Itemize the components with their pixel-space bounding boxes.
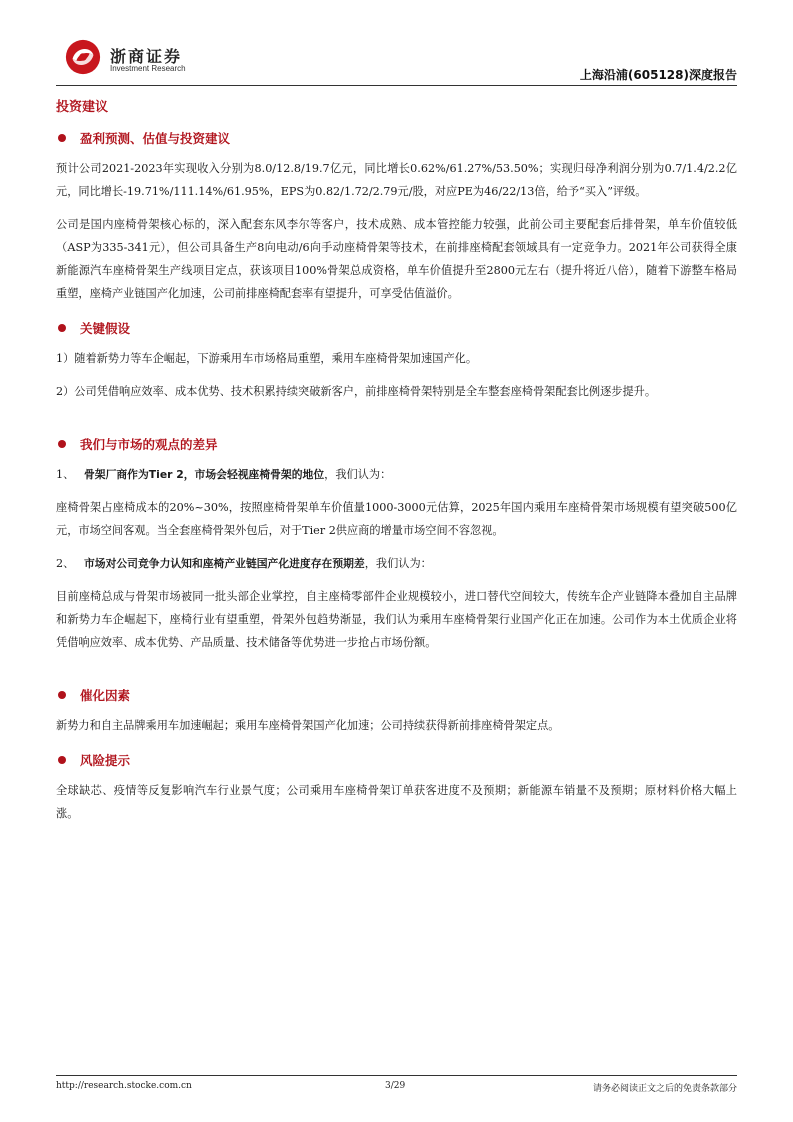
heading-profit-forecast (56, 129, 737, 147)
heading-key-assumptions (56, 319, 737, 337)
paragraph: 全球缺芯、疫情等反复影响汽车行业景气度；公司乘用车座椅骨架订单获客进度不及预期；新能源车销量不及预期；原材料价格大幅上涨。 (56, 784, 737, 820)
heading-label: 我们与市场的观点的差异 (80, 437, 218, 452)
item-number: 2、 (56, 557, 75, 570)
report-title: 上海沿浦(605128)深度报告 (579, 68, 737, 82)
red-dot-icon (58, 134, 66, 142)
item-tail: ，我们认为： (324, 468, 392, 481)
red-dot-icon (58, 756, 66, 764)
heading-view-differences (56, 435, 737, 453)
red-dot-icon (58, 440, 66, 448)
heading-risks (56, 751, 737, 769)
heading-catalysts (56, 686, 737, 704)
paragraph: 1）随着新势力等车企崛起，下游乘用车市场格局重塑，乘用车座椅骨架加速国产化。 (56, 352, 478, 365)
page-number: 3/29 (385, 1081, 406, 1091)
paragraph: 座椅骨架占座椅成本的20%~30%，按照座椅骨架单车价值量1000-3000元估算，2025年国内乘用车座椅骨架市场规模有望突破500亿元，市场空间客观。当全套座椅骨架外包后，对于Tier 2供应商的增量市场空间不容忽视。 (56, 501, 737, 537)
logo-en: Investment Research (110, 64, 186, 73)
disclaimer-note: 请务必阅读正文之后的免责条款部分 (592, 1084, 737, 1094)
paragraph: 2）公司凭借响应效率、成本优势、技术积累持续突破新客户，前排座椅骨架特别是全车整套座椅骨架配套比例逐步提升。 (56, 385, 657, 398)
logo-cn: 浙商证券 (110, 47, 183, 66)
paragraph: 预计公司2021-2023年实现收入分别为8.0/12.8/19.7亿元，同比增长0.62%/61.27%/53.50%；实现归母净利润分别为0.7/1.4/2.2亿元，同比增长-19.71%/111.14%/61.95%，EPS为0.82/1.72/2.79元/股，对应PE为46/22/13倍，给予“买入”评级。 (56, 162, 737, 198)
numbered-item-2 (56, 552, 737, 575)
heading-label: 关键假设 (80, 321, 131, 336)
item-bold: 市场对公司竞争力认知和座椅产业链国产化进度存在预期差 (84, 557, 365, 570)
footer-url[interactable]: http://research.stocke.com.cn (56, 1081, 192, 1091)
heading-label: 催化因素 (80, 688, 131, 703)
zheshang-logo-icon (64, 38, 102, 76)
item-number: 1、 (56, 468, 75, 481)
header-divider (56, 85, 737, 86)
item-bold: 骨架厂商作为Tier 2，市场会轻视座椅骨架的地位 (84, 468, 325, 481)
numbered-item-1 (56, 463, 737, 486)
paragraph: 新势力和自主品牌乘用车加速崛起；乘用车座椅骨架国产化加速；公司持续获得新前排座椅骨架定点。 (56, 719, 560, 732)
red-dot-icon (58, 691, 66, 699)
heading-label: 风险提示 (80, 753, 131, 768)
paragraph: 公司是国内座椅骨架核心标的，深入配套东风李尔等客户，技术成熟、成本管控能力较强，此前公司主要配套后排骨架，单车价值较低（ASP为335-341元），但公司具备生产8向电动/6向手动座椅骨架等技术，在前排座椅配套领域具有一定竞争力。2021年公司获得全康新能源汽车座椅骨架生产线项目定点，获该项目100%骨架总成资格，单车价值提升至2800元左右（提升将近八倍），随着下游整车格局重塑，座椅产业链国产化加速，公司前排座椅配套率有望提升，可享受估值溢价。 (56, 218, 737, 300)
page-header (56, 28, 737, 86)
main-content (56, 92, 737, 835)
red-dot-icon (58, 324, 66, 332)
section-title: 投资建议 (56, 100, 109, 115)
heading-label: 盈利预测、估值与投资建议 (80, 131, 231, 146)
paragraph: 目前座椅总成与骨架市场被同一批头部企业掌控，自主座椅零部件企业规模较小，进口替代空间较大，传统车企产业链降本叠加自主品牌和新势力车企崛起下，座椅行业有望重塑，骨架外包趋势渐显，我们认为乘用车座椅骨架行业国产化正在加速。公司作为本土优质企业将凭借响应效率、成本优势、产品质量、技术储备等优势进一步抢占市场份额。 (56, 590, 737, 649)
item-tail: ，我们认为： (364, 557, 432, 570)
footer-divider (56, 1075, 737, 1076)
